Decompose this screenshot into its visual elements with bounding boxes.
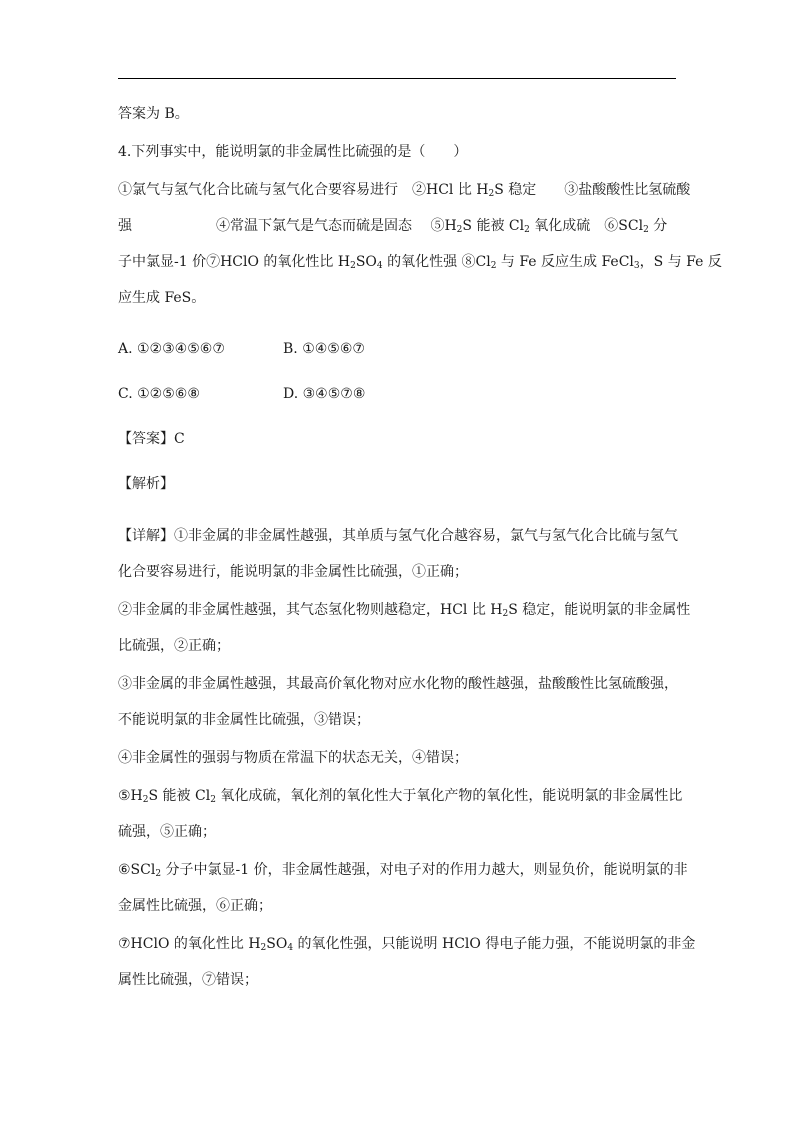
analysis-p4-line1: ④非金属性的强弱与物质在常温下的状态无关，④错误； (118, 750, 468, 766)
facts-line-4: 应生成 FeS。 (118, 290, 206, 306)
analysis-p3-line1: ③非金属的非金属性越强，其最高价氧化物对应水化物的酸性越强，盐酸酸性比氢硫酸强， (118, 676, 678, 692)
subscript: 2 (155, 869, 162, 879)
subscript: 2 (490, 261, 497, 271)
analysis-p2-line2: 比硫强，②正确； (118, 638, 230, 654)
text-run: ⑥SCl (118, 862, 156, 878)
text-run: ②非金属的非金属性越强，其气态氢化物则越稳定，HCl 比 H (118, 602, 503, 618)
answer-label: 【答案】C (118, 431, 185, 447)
text-run: 氧化成硫 ⑥SCl (529, 218, 644, 234)
option-b: B. ①④⑤⑥⑦ (283, 341, 365, 357)
analysis-p5-line2: 硫强，⑤正确； (118, 824, 216, 840)
text-run: 分子中氯显-1 价，非金属性越强，对电子对的作用力越大，则显负价，能说明氯的非 (161, 862, 688, 878)
option-d: D. ③④⑤⑦⑧ (283, 386, 366, 402)
text-run: 强 ④常温下氯气是气态而硫是固态 ⑤H (118, 218, 457, 234)
text-run: 与 Fe 反应生成 FeCl (496, 254, 634, 270)
text-run: ，S 与 Fe 反 (639, 254, 722, 270)
facts-line-3 (118, 244, 722, 280)
analysis-p3-line2: 不能说明氯的非金属性比硫强，③错误； (118, 712, 370, 728)
text-run: 子中氯显-1 价⑦HClO 的氧化性比 H (118, 254, 351, 270)
facts-line-1 (118, 172, 691, 208)
analysis-p6-line2: 金属性比硫强，⑥正确； (118, 898, 272, 914)
analysis-label: 【解析】 (118, 476, 174, 492)
subscript: 2 (502, 609, 509, 619)
analysis-p1-line1: 【详解】①非金属的非金属性越强，其单质与氢气化合越容易，氯气与氢气化合比硫与氢气 (118, 528, 678, 544)
options-row-cd (118, 372, 684, 417)
text-run: S 稳定 ③盐酸酸性比氢硫酸 (494, 182, 691, 198)
subscript: 2 (488, 189, 495, 199)
analysis-p1-line2: 化合要容易进行，能说明氯的非金属性比硫强，①正确； (118, 564, 468, 580)
options-row-ab (118, 327, 684, 372)
text-run: 分 (648, 218, 668, 234)
question-stem: 4.下列事实中，能说明氯的非金属性比硫强的是（ ） (118, 144, 468, 160)
analysis-p5-line1 (118, 778, 684, 814)
subscript: 4 (376, 261, 383, 271)
text-run: 的氧化性强，只能说明 HClO 得电子能力强，不能说明氯的非金 (293, 936, 696, 952)
option-c: C. ①②⑤⑥⑧ (118, 386, 200, 402)
text-run: S 稳定，能说明氯的非金属性 (508, 602, 691, 618)
text-run: SO (266, 936, 288, 952)
subscript: 2 (643, 225, 649, 235)
subscript: 2 (524, 225, 530, 235)
document-body (118, 96, 722, 998)
prev-answer-line: 答案为 B。 (118, 106, 189, 122)
analysis-p2-line1 (118, 592, 691, 628)
text-run: S 能被 Cl (462, 218, 525, 234)
text-run: ⑤H (118, 788, 143, 804)
subscript: 2 (210, 795, 216, 805)
subscript: 2 (456, 225, 463, 235)
text-run: S 能被 Cl (148, 788, 211, 804)
subscript: 2 (142, 795, 149, 805)
subscript: 3 (633, 261, 640, 271)
text-run: 的氧化性强 ⑧Cl (382, 254, 491, 270)
analysis-p6-line1 (118, 852, 688, 888)
analysis-p7-line1 (118, 926, 696, 962)
subscript: 4 (287, 943, 294, 953)
header-rule (118, 78, 676, 79)
text-run: ⑦HClO 的氧化性比 H (118, 936, 261, 952)
subscript: 2 (260, 943, 267, 953)
text-run: SO (355, 254, 377, 270)
text-run: ①氯气与氢气化合比硫与氢气化合要容易进行 ②HCl 比 H (118, 182, 489, 198)
subscript: 2 (350, 261, 356, 271)
analysis-p7-line2: 属性比硫强，⑦错误； (118, 972, 258, 988)
text-run: 氧化成硫，氧化剂的氧化性大于氧化产物的氧化性，能说明氯的非金属性比 (215, 788, 683, 804)
facts-line-2 (118, 208, 684, 244)
option-a: A. ①②③④⑤⑥⑦ (118, 341, 225, 357)
